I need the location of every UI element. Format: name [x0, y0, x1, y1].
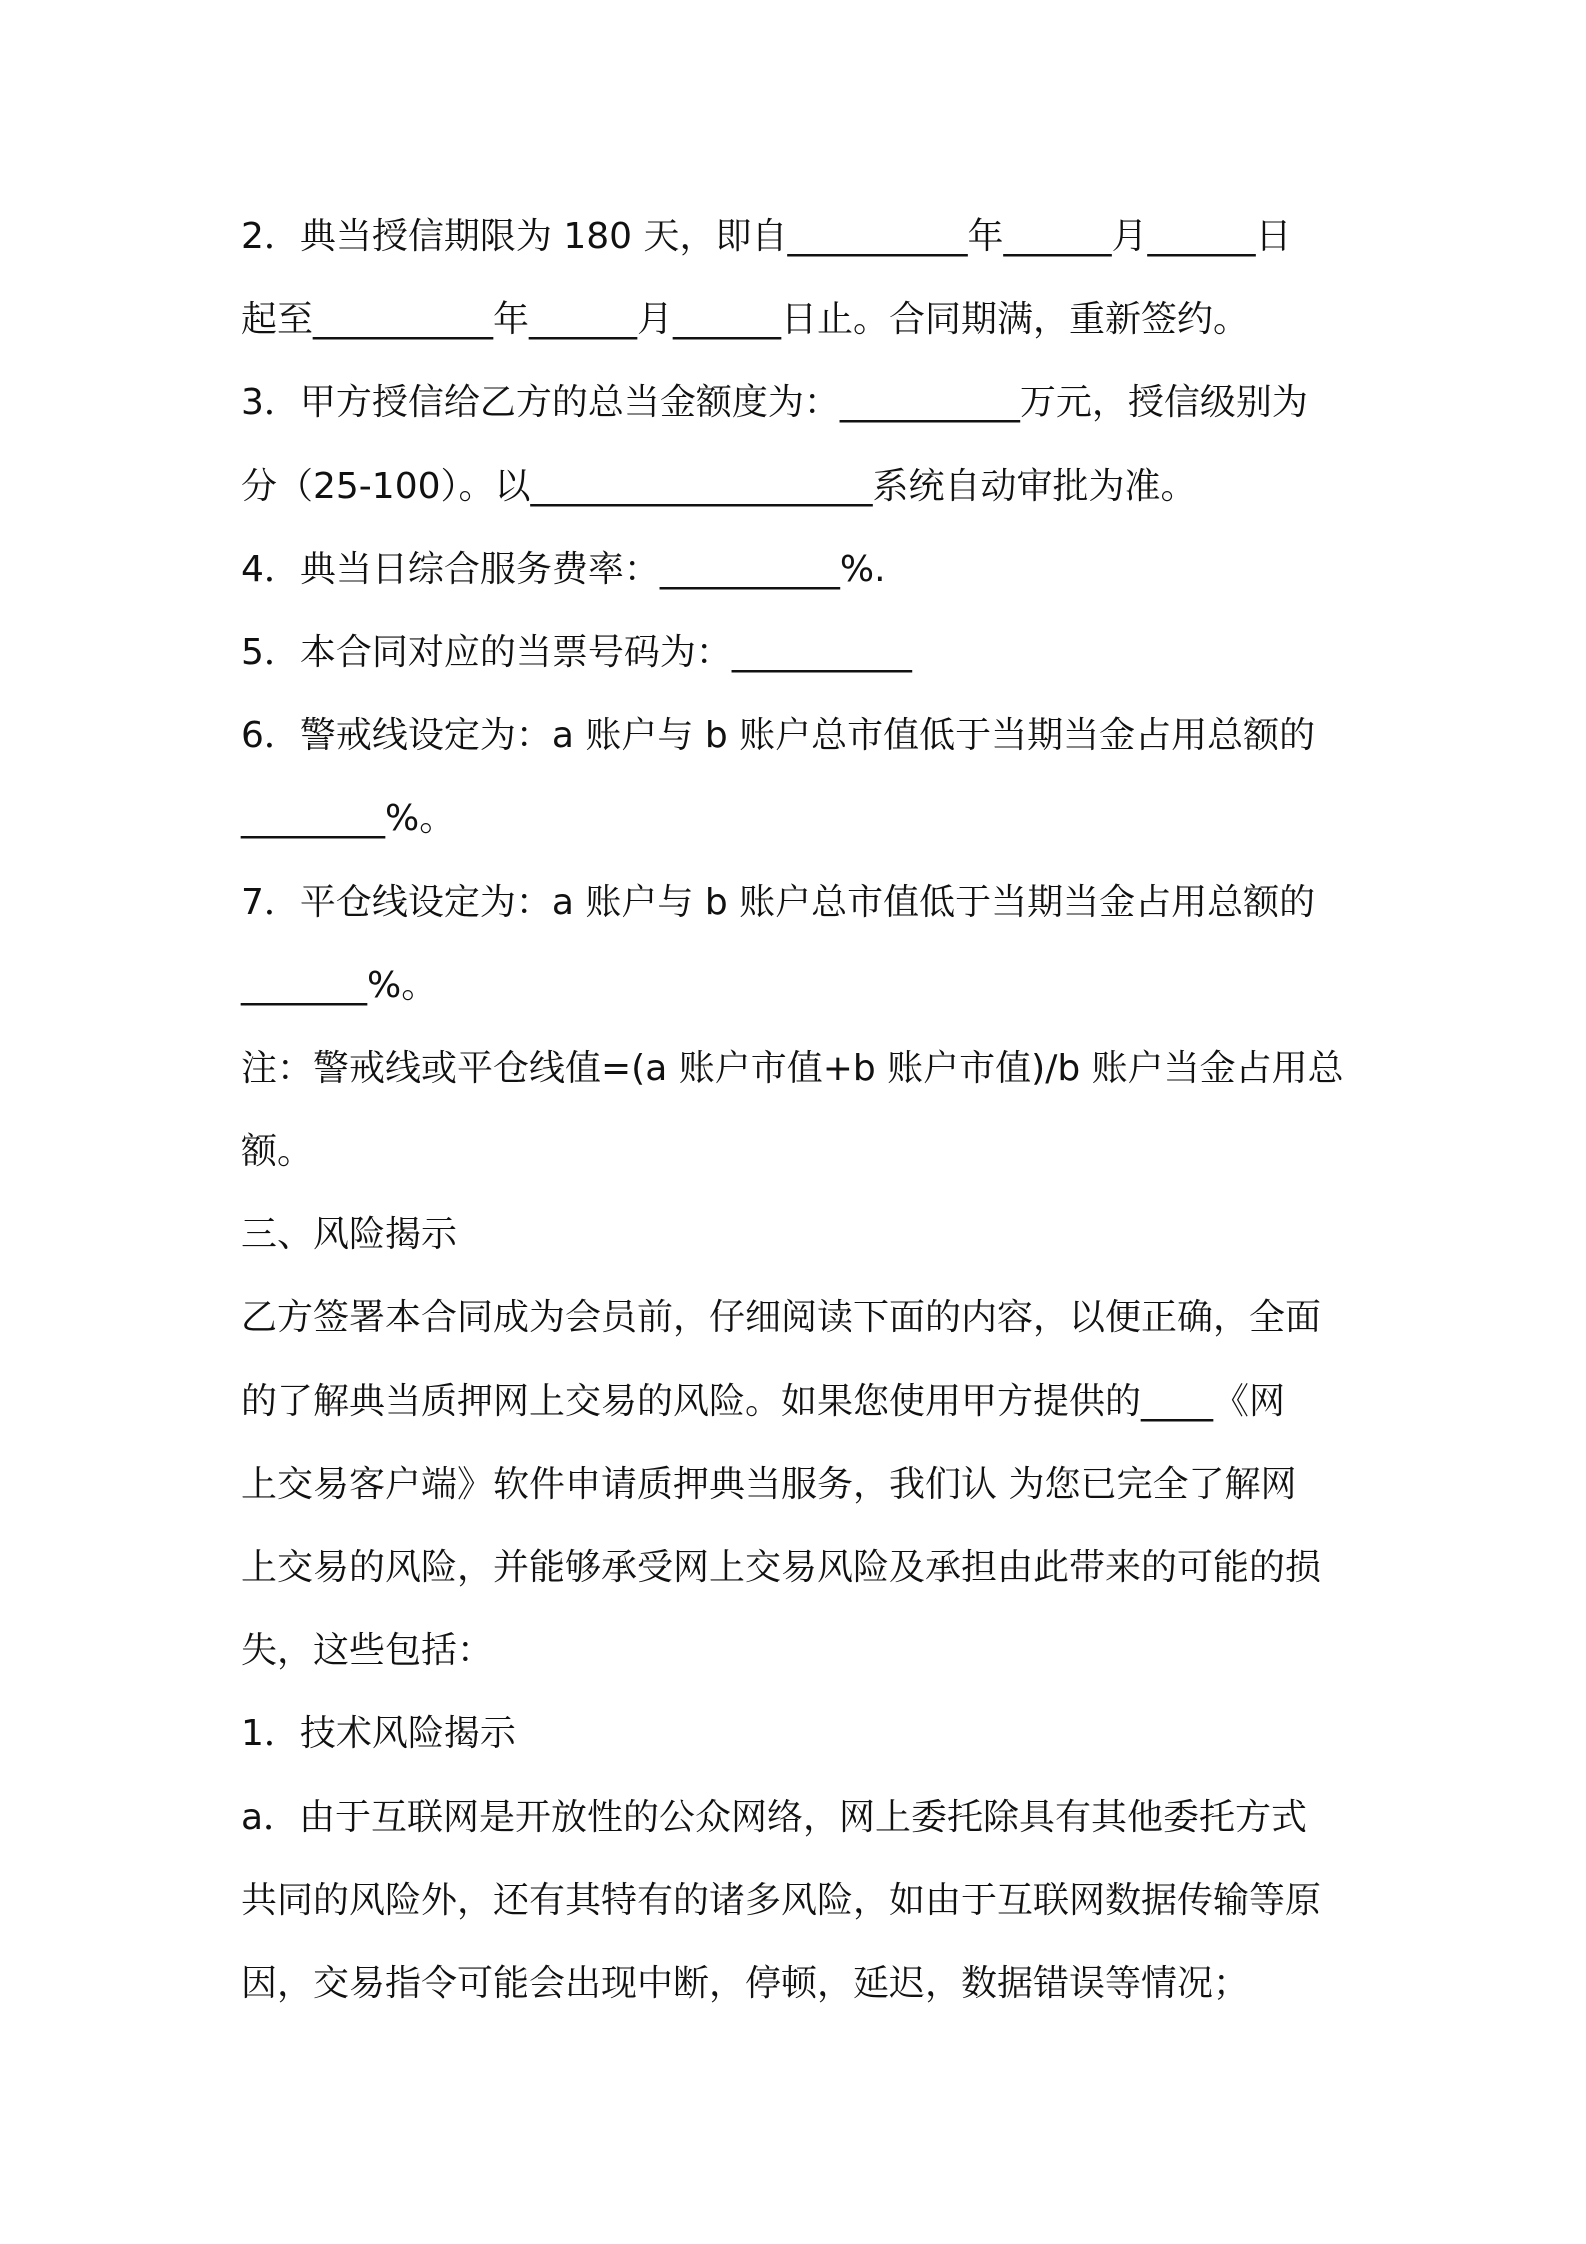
clause-6-line-1: 6．警戒线设定为：a 账户与 b 账户总市值低于当期当金占用总额的 — [241, 715, 1316, 757]
note-line-2: 额。 — [241, 1131, 314, 1173]
note-line-1: 注：警戒线或平仓线值=(a 账户市值+b 账户市值)/b 账户当金占用总 — [241, 1047, 1344, 1089]
technical-risk-a-line-1: a．由于互联网是开放性的公众网络，网上委托除具有其他委托方式 — [241, 1796, 1308, 1838]
risk-intro-line-3: 上交易客户端》软件申请质押典当服务，我们认 为您已完全了解网 — [241, 1463, 1297, 1505]
clause-3-line-1: 3．甲方授信给乙方的总当金额度为：__________万元，授信级别为 — [241, 382, 1308, 424]
risk-intro-line-4: 上交易的风险，并能够承受网上交易风险及承担由此带来的可能的损 — [241, 1547, 1322, 1588]
technical-risk-a-line-3: 因，交易指令可能会出现中断，停顿，延迟，数据错误等情况； — [241, 1962, 1250, 2004]
risk-intro-line-5: 失，这些包括： — [241, 1630, 494, 1672]
risk-intro-line-2: 的了解典当质押网上交易的风险。如果您使用甲方提供的____《网 — [241, 1380, 1286, 1422]
clause-2-line-2: 起至__________年______月______日止。合同期满，重新签约。 — [241, 299, 1250, 341]
clause-6-line-2: ________%。 — [241, 798, 456, 840]
document-body — [241, 195, 1366, 2025]
section-heading-risk-disclosure: 三、风险揭示 — [241, 1214, 458, 1256]
clause-7-line-1: 7．平仓线设定为：a 账户与 b 账户总市值低于当期当金占用总额的 — [241, 881, 1316, 923]
clause-3-line-2: 分（25-100）。以___________________系统自动审批为准。 — [241, 465, 1197, 507]
clause-5: 5．本合同对应的当票号码为：__________ — [241, 631, 912, 673]
risk-intro-line-1: 乙方签署本合同成为会员前，仔细阅读下面的内容，以便正确，全面 — [241, 1297, 1322, 1339]
subheading-technical-risk: 1．技术风险揭示 — [241, 1713, 516, 1755]
clause-4: 4．典当日综合服务费率：__________%. — [241, 548, 886, 590]
technical-risk-a-line-2: 共同的风险外，还有其特有的诸多风险，如由于互联网数据传输等原 — [241, 1879, 1322, 1921]
clause-7-line-2: _______%。 — [241, 964, 438, 1006]
clause-2-line-1: 2．典当授信期限为 180 天，即自__________年______月______日 — [241, 216, 1292, 257]
